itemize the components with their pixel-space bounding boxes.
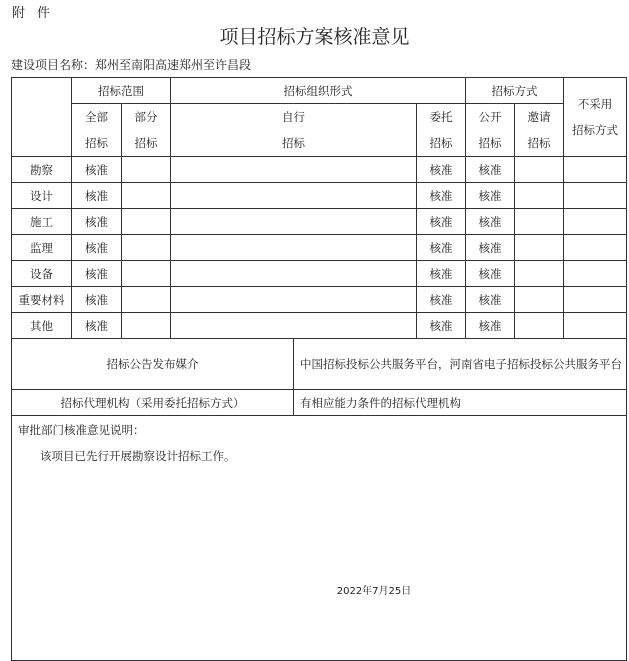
cell-entrust: 核准 <box>417 261 466 287</box>
cell-name: 重要材料 <box>12 287 72 313</box>
cell-entrust: 核准 <box>417 209 466 235</box>
cell-all: 核准 <box>72 209 122 235</box>
cell-name: 设备 <box>12 261 72 287</box>
cell-not-used <box>564 157 627 183</box>
header-part: 部分 招标 <box>122 104 171 157</box>
media-label: 招标公告发布媒介 <box>12 339 294 390</box>
header-scope: 招标范围 <box>72 78 171 104</box>
cell-name: 监理 <box>12 235 72 261</box>
cell-not-used <box>564 287 627 313</box>
cell-self <box>171 209 417 235</box>
cell-not-used <box>564 209 627 235</box>
cell-self <box>171 183 417 209</box>
header-open: 公开 招标 <box>466 104 515 157</box>
cell-all: 核准 <box>72 313 122 339</box>
cell-entrust: 核准 <box>417 183 466 209</box>
cell-all: 核准 <box>72 261 122 287</box>
header-method: 招标方式 <box>466 78 564 104</box>
cell-open: 核准 <box>466 235 515 261</box>
cell-self <box>171 287 417 313</box>
cell-name: 设计 <box>12 183 72 209</box>
cell-not-used <box>564 313 627 339</box>
cell-entrust: 核准 <box>417 287 466 313</box>
cell-invite <box>515 209 564 235</box>
cell-all: 核准 <box>72 157 122 183</box>
project-value: 郑州至南阳高速郑州至许昌段 <box>95 58 252 72</box>
cell-entrust: 核准 <box>417 235 466 261</box>
agency-label: 招标代理机构（采用委托招标方式） <box>12 390 294 416</box>
cell-name: 其他 <box>12 313 72 339</box>
cell-open: 核准 <box>466 183 515 209</box>
cell-open: 核准 <box>466 287 515 313</box>
table-row <box>12 287 627 313</box>
cell-part <box>122 183 171 209</box>
cell-not-used <box>564 183 627 209</box>
table-row <box>12 209 627 235</box>
cell-self <box>171 313 417 339</box>
cell-part <box>122 287 171 313</box>
cell-invite <box>515 183 564 209</box>
table-row <box>12 235 627 261</box>
table-row <box>12 313 627 339</box>
cell-invite <box>515 157 564 183</box>
header-not-used: 不采用 招标方式 <box>564 78 627 157</box>
cell-entrust: 核准 <box>417 157 466 183</box>
attachment-label: 附件 <box>12 6 63 21</box>
project-name <box>11 56 251 73</box>
cell-entrust: 核准 <box>417 313 466 339</box>
corner-cell <box>12 78 72 157</box>
header-self: 自行 招标 <box>171 104 417 157</box>
header-all: 全部 招标 <box>72 104 122 157</box>
cell-invite <box>515 287 564 313</box>
cell-part <box>122 313 171 339</box>
cell-open: 核准 <box>466 209 515 235</box>
cell-invite <box>515 313 564 339</box>
cell-not-used <box>564 261 627 287</box>
cell-all: 核准 <box>72 235 122 261</box>
opinion-cell <box>12 416 627 661</box>
cell-name: 勘察 <box>12 157 72 183</box>
table-row <box>12 157 627 183</box>
header-org: 招标组织形式 <box>171 78 466 104</box>
cell-self <box>171 261 417 287</box>
opinion-label: 审批部门核准意见说明： <box>18 423 145 437</box>
table-row <box>12 183 627 209</box>
cell-part <box>122 261 171 287</box>
cell-open: 核准 <box>466 157 515 183</box>
table-row <box>12 261 627 287</box>
header-invite: 邀请 招标 <box>515 104 564 157</box>
media-value: 中国招标投标公共服务平台，河南省电子招标投标公共服务平台 <box>294 339 627 390</box>
header-entrust: 委托 招标 <box>417 104 466 157</box>
cell-open: 核准 <box>466 313 515 339</box>
cell-part <box>122 157 171 183</box>
cell-open: 核准 <box>466 261 515 287</box>
cell-invite <box>515 261 564 287</box>
cell-all: 核准 <box>72 287 122 313</box>
cell-self <box>171 157 417 183</box>
cell-part <box>122 235 171 261</box>
page-title: 项目招标方案核准意见 <box>219 26 410 48</box>
cell-self <box>171 235 417 261</box>
cell-all: 核准 <box>72 183 122 209</box>
project-label: 建设项目名称： <box>11 58 96 72</box>
cell-part <box>122 209 171 235</box>
cell-not-used <box>564 235 627 261</box>
opinion-date: 2022年7月25日 <box>336 586 412 597</box>
cell-invite <box>515 235 564 261</box>
approval-table <box>11 77 627 661</box>
cell-name: 施工 <box>12 209 72 235</box>
opinion-text: 该项目已先行开展勘察设计招标工作。 <box>40 449 236 463</box>
agency-value: 有相应能力条件的招标代理机构 <box>294 390 627 416</box>
